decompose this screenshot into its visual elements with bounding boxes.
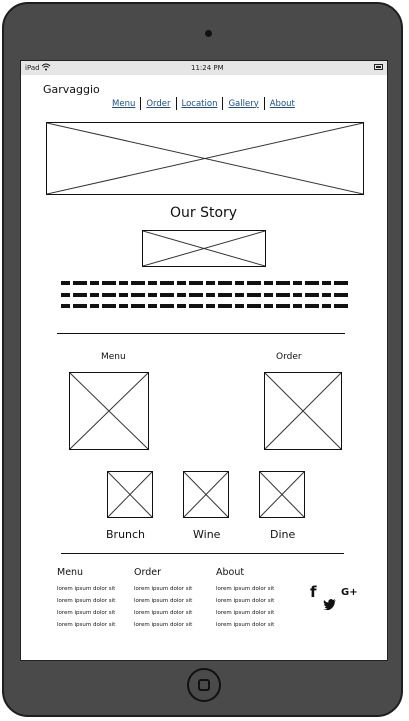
footer-menu-title: Menu [57,567,84,578]
dine-image-placeholder[interactable] [259,471,305,518]
footer-link[interactable]: lorem ipsum dolor sit [134,586,193,592]
wine-image-placeholder[interactable] [183,471,229,518]
battery-icon [374,64,383,70]
section-divider [57,333,345,334]
footer-link[interactable]: lorem ipsum dolor sit [57,598,116,604]
hero-image-placeholder [46,122,364,195]
footer-link[interactable]: lorem ipsum dolor sit [134,598,193,604]
nav-about[interactable]: About [269,98,295,109]
brunch-label: Brunch [106,528,146,541]
footer-column-order [134,567,192,634]
footer-link[interactable]: lorem ipsum dolor sit [216,598,275,604]
nav-location[interactable]: Location [181,98,218,109]
order-image-placeholder[interactable] [264,372,342,450]
story-title: Our Story [170,205,238,221]
nav-menu[interactable]: Menu [112,98,136,109]
dine-label: Dine [270,528,296,541]
footer-link[interactable]: lorem ipsum dolor sit [57,610,116,616]
footer-link[interactable]: lorem ipsum dolor sit [134,610,193,616]
menu-image-placeholder[interactable] [69,372,149,450]
footer-divider [61,553,344,554]
story-text-line [61,293,351,297]
facebook-icon[interactable]: f [310,583,317,601]
footer-link[interactable]: lorem ipsum dolor sit [216,586,275,592]
nav-order[interactable]: Order [146,98,171,109]
footer-link[interactable]: lorem ipsum dolor sit [134,622,193,628]
story-image-placeholder [142,230,266,267]
footer-order-title: Order [134,567,161,578]
footer-link[interactable]: lorem ipsum dolor sit [57,622,116,628]
status-bar [21,61,387,75]
story-text-line [61,281,351,285]
wifi-icon [41,63,51,73]
footer-about-title: About [216,567,245,578]
screen [20,60,388,661]
footer-column-menu [57,567,115,634]
home-square-icon [198,679,210,691]
status-time: 11:24 PM [191,64,224,72]
footer-link[interactable]: lorem ipsum dolor sit [216,610,275,616]
carrier-label: iPad [25,64,40,72]
footer-link[interactable]: lorem ipsum dolor sit [216,622,275,628]
wine-label: Wine [193,528,221,541]
footer-link[interactable]: lorem ipsum dolor sit [57,586,116,592]
main-nav [107,97,300,110]
twitter-icon[interactable] [323,598,337,613]
nav-gallery[interactable]: Gallery [228,98,259,109]
camera-icon [205,30,212,37]
story-text-line [61,304,351,308]
footer-column-about [216,567,274,634]
brunch-image-placeholder[interactable] [107,471,153,518]
order-section-label: Order [276,352,302,362]
home-button[interactable] [187,668,221,702]
menu-section-label: Menu [101,352,126,362]
google-plus-icon[interactable]: G+ [341,587,358,598]
brand-logo-text[interactable]: Garvaggio [43,83,100,96]
